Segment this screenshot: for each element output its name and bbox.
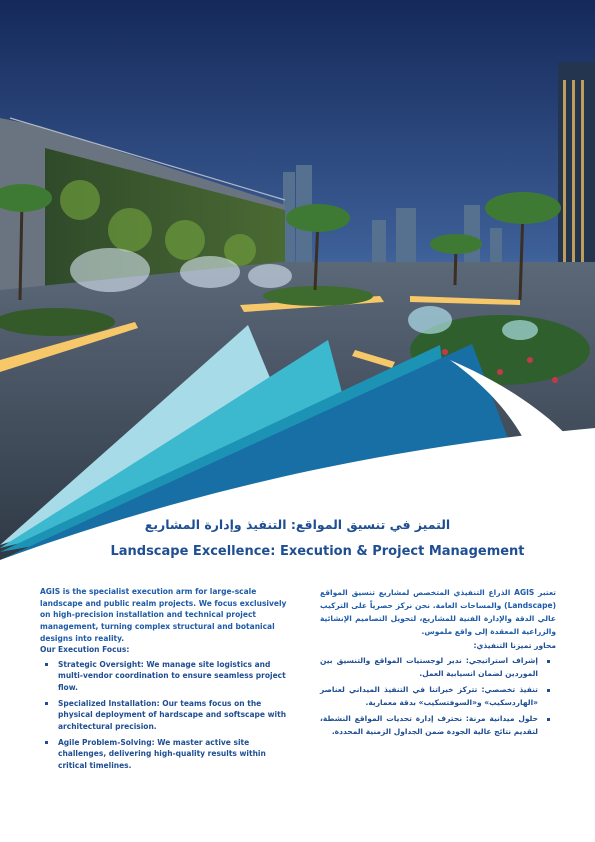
list-item: Strategic Oversight: We manage site logistics and multi-vendor coordination to ensure seamless project flow. — [58, 659, 292, 694]
title-arabic: التميز في تنسيق المواقع: التنفيذ وإدارة المشاريع — [144, 517, 451, 532]
arabic-intro: تعتبر AGIS الذراع التنفيذي المتخصص لمشاريع تنسيق المواقع (Landscape) والمساحات العامة. نحن نركز حصرياً على التركيب عالي الدقة والإدارة الفنية للمشاريع، لتحويل التصاميم الإنشائية والزراعية المعقدة إلى واقع ملموس. — [320, 588, 556, 637]
list-item: Agile Problem-Solving: We master active site challenges, delivering high-quality results within critical timelines. — [58, 737, 292, 772]
list-item: إشراف استراتيجي: ندير لوجستيات المواقع والتنسيق بين الموردين لضمان انسيابية العمل. — [320, 654, 538, 680]
english-focus-list — [40, 659, 292, 772]
english-intro: AGIS is the specialist execution arm for large-scale landscape and public realm projects. We focus exclusively on high-precision installation and technical project management, turning complex structural and botanical designs into reality. — [40, 587, 287, 643]
english-focus-heading: Our Execution Focus: — [40, 645, 130, 655]
english-column — [40, 586, 292, 775]
list-item: حلول ميدانية مرنة: نحترف إدارة تحديات المواقع النشطة، لتقديم نتائج عالية الجودة ضمن الجداول الزمنية المحددة. — [320, 712, 538, 738]
arabic-focus-heading: محاور تميزنا التنفيذي: — [473, 640, 556, 650]
arabic-column — [320, 586, 556, 741]
list-item: تنفيذ تخصصي: تتركز خبراتنا في التنفيذ الميداني لعناصر «الهاردسكيب» و«السوفتسكيب» بدقة معمارية. — [320, 683, 538, 709]
arabic-focus-list — [320, 654, 556, 739]
list-item: Specialized Installation: Our teams focus on the physical deployment of hardscape and softscape with architectural precision. — [58, 698, 292, 733]
title-english: Landscape Excellence: Execution & Project Management — [110, 544, 525, 559]
